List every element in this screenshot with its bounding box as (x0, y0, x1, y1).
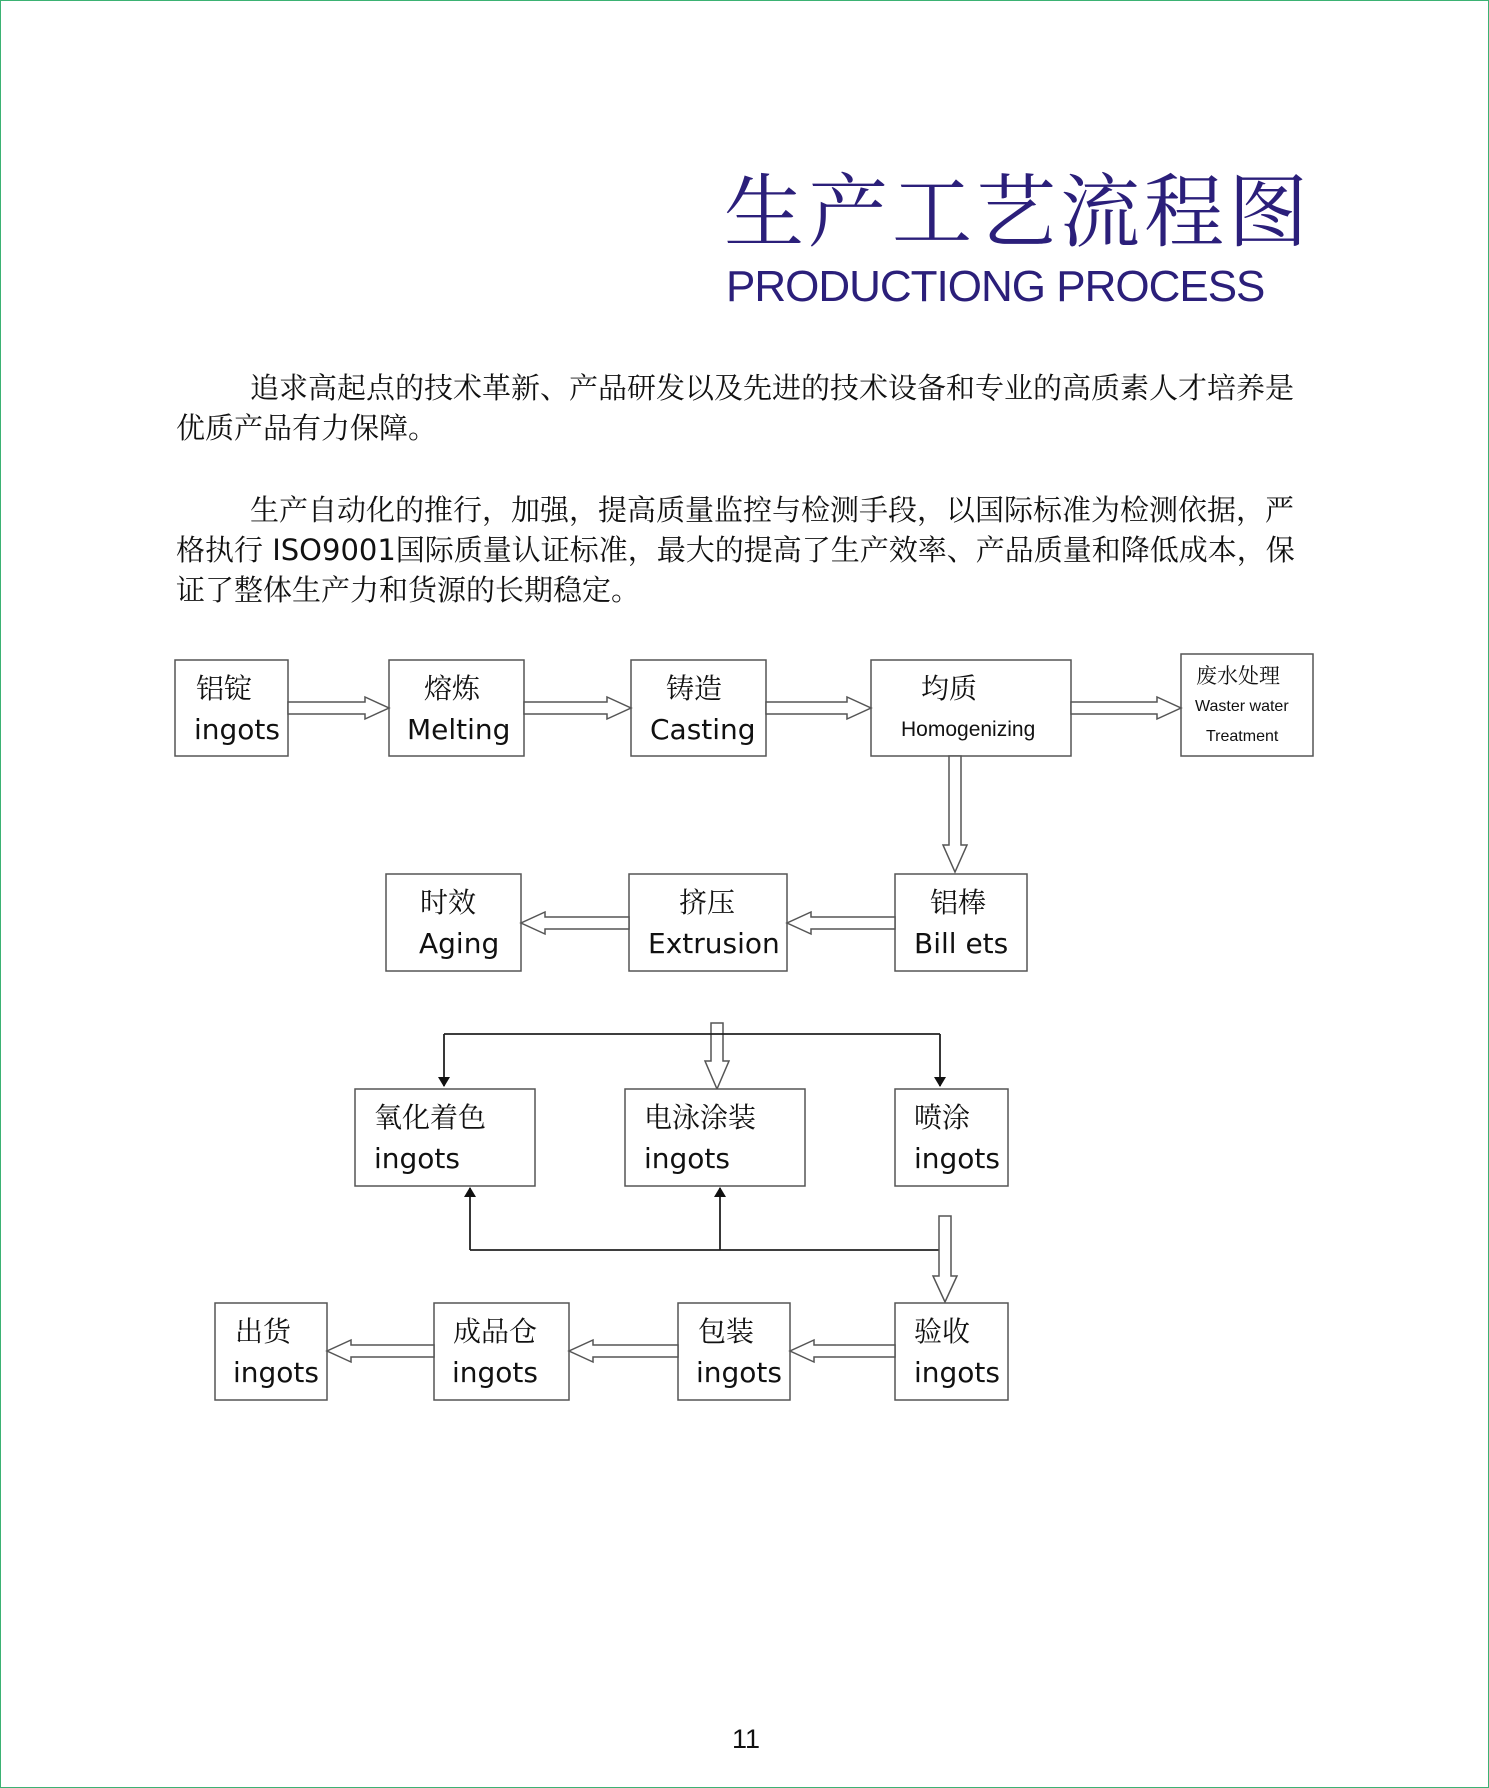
step-aging (386, 874, 521, 971)
step-powder-en: ingots (914, 1142, 1000, 1175)
step-billets-en: Bill ets (914, 927, 1009, 960)
step-inspection-en: ingots (914, 1356, 1000, 1389)
intro-paragraph-1: 追求高起点的技术革新、产品研发以及先进的技术设备和专业的高质素人才培养是优质产品有力保障。 (176, 371, 1295, 445)
step-warehouse-cn: 成品仓 (453, 1315, 538, 1348)
step-casting-cn: 铸造 (666, 672, 723, 705)
step-wastewater-en2: Treatment (1206, 728, 1279, 745)
arrow-billets-extrusion (787, 912, 895, 934)
step-anodizing-cn: 氧化着色 (374, 1101, 487, 1134)
step-ingots (175, 660, 288, 756)
arrow-distribution (705, 1023, 729, 1089)
step-anodizing-en: ingots (374, 1142, 460, 1175)
step-homogenizing-en: Homogenizing (901, 718, 1036, 741)
step-packing-cn: 包装 (698, 1315, 755, 1348)
step-shipping (215, 1303, 327, 1400)
step-extrusion-en: Extrusion (648, 927, 780, 960)
step-powder-cn: 喷涂 (914, 1101, 971, 1134)
step-electrophoresis-en: ingots (644, 1142, 730, 1175)
step-melting (389, 660, 524, 756)
step-extrusion-cn: 挤压 (679, 886, 736, 919)
step-extrusion (629, 874, 787, 971)
step-melting-en: Melting (407, 713, 511, 746)
arrow-ingots-melting (288, 697, 389, 719)
arrow-melting-casting (524, 697, 631, 719)
arrow-homogenizing-wastewater (1071, 697, 1181, 719)
step-shipping-en: ingots (233, 1356, 319, 1389)
step-aging-cn: 时效 (420, 886, 477, 919)
step-anodizing (355, 1089, 535, 1186)
step-shipping-cn: 出货 (235, 1315, 292, 1348)
step-ingots-en: ingots (194, 713, 280, 746)
step-packing (678, 1303, 790, 1400)
arrow-homogenizing-billets (943, 756, 967, 872)
step-powder-coating (895, 1089, 1008, 1186)
step-warehouse-en: ingots (452, 1356, 538, 1389)
step-inspection-cn: 验收 (914, 1315, 971, 1348)
step-packing-en: ingots (696, 1356, 782, 1389)
arrow-inspection-packing (790, 1340, 895, 1362)
step-warehouse (434, 1303, 569, 1400)
step-wastewater-en1: Waster water (1195, 698, 1289, 715)
arrow-packing-warehouse (569, 1340, 678, 1362)
step-aging-en: Aging (419, 927, 500, 960)
step-wastewater (1181, 654, 1313, 756)
step-casting (631, 660, 766, 756)
arrow-warehouse-shipping (327, 1340, 434, 1362)
arrow-to-inspection (933, 1216, 957, 1302)
arrow-casting-homogenizing (766, 697, 871, 719)
page-number: 11 (732, 1724, 761, 1754)
step-melting-cn: 熔炼 (424, 672, 481, 705)
step-casting-en: Casting (650, 713, 756, 746)
step-homogenizing-cn: 均质 (921, 672, 978, 705)
step-homogenizing (871, 660, 1071, 756)
step-billets-cn: 铝棒 (930, 886, 987, 919)
step-billets (895, 874, 1027, 971)
step-ingots-cn: 铝锭 (196, 672, 253, 705)
page-title-cn: 生产工艺流程图 (724, 166, 1312, 259)
step-electrophoresis-cn: 电泳涂装 (644, 1101, 757, 1134)
arrow-extrusion-aging (521, 912, 629, 934)
step-wastewater-cn: 废水处理 (1196, 665, 1280, 688)
step-electrophoresis (625, 1089, 805, 1186)
intro-paragraph-2: 生产自动化的推行，加强，提高质量监控与检测手段，以国际标准为检测依据，严格执行 ISO9001国际质量认证标准，最大的提高了生产效率、产品质量和降低成本，保证了整体生产力和货源的长期稳定。 (176, 493, 1295, 607)
step-inspection (895, 1303, 1008, 1400)
page-title-en: PRODUCTIONG PROCESS (726, 262, 1265, 311)
